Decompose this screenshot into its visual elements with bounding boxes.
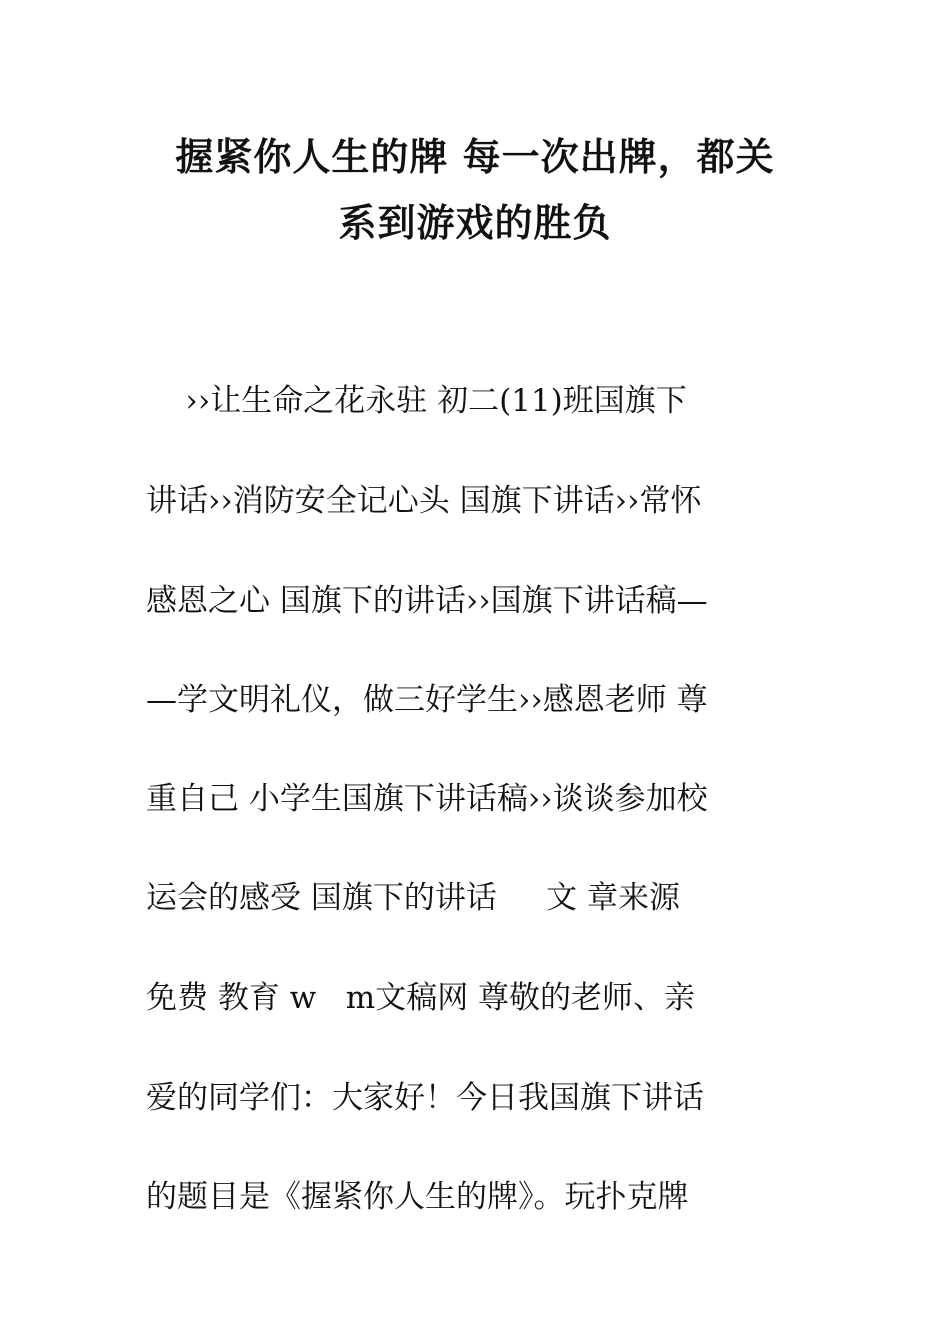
body-text-line: 免费 教育 w m文稿网 尊敬的老师、亲 — [146, 980, 696, 1016]
body-text-line: 爱的同学们：大家好！今日我国旗下讲话 — [146, 1080, 704, 1116]
body-text-line: 的题目是《握紧你人生的牌》。玩扑克牌 — [146, 1179, 689, 1215]
body-text-line: 讲话››消防安全记心头 国旗下讲话››常怀 — [146, 483, 702, 519]
body-text-line: 感恩之心 国旗下的讲话››国旗下讲话稿— — [146, 583, 708, 619]
title-line-1: 握紧你人生的牌 每一次出牌，都关 — [175, 134, 775, 179]
body-text-line: ››让生命之花永驻 初二(11)班国旗下 — [146, 383, 687, 419]
body-text-line: 重自己 小学生国旗下讲话稿››谈谈参加校 — [146, 781, 708, 817]
body-text-line: —学文明礼仪，做三好学生››感恩老师 尊 — [146, 682, 708, 718]
title-line-2: 系到游戏的胜负 — [338, 200, 612, 245]
body-text-line: 运会的感受 国旗下的讲话 文 章来源 — [146, 880, 680, 916]
document-title — [120, 124, 830, 256]
